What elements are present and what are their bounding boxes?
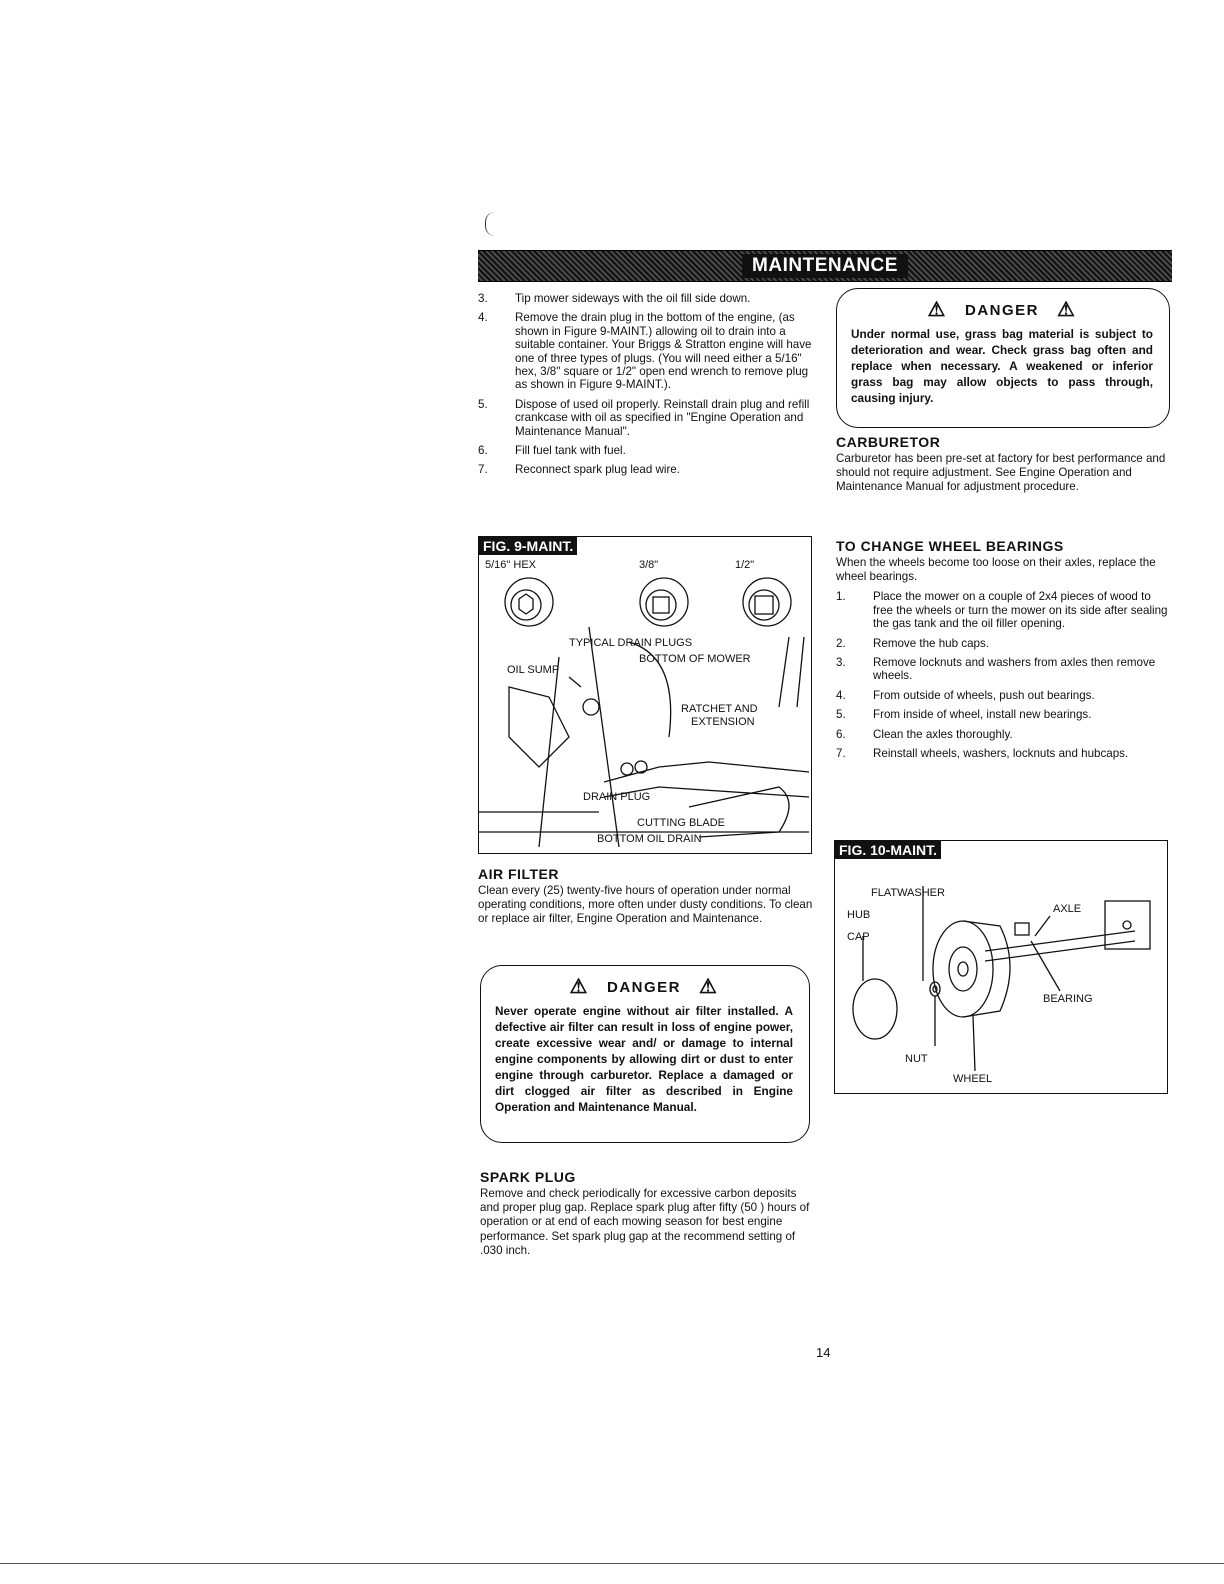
label-bottom-of-mower: BOTTOM OF MOWER <box>639 653 751 665</box>
warning-icon: ⚠ <box>1057 299 1077 321</box>
figure-drain-plugs <box>478 536 812 854</box>
label-hub: HUB <box>847 909 871 921</box>
spark-plug-section <box>480 1169 814 1258</box>
warning-icon: ⚠ <box>569 976 589 998</box>
wheel-bearings-heading: TO CHANGE WHEEL BEARINGS <box>836 538 1064 554</box>
label-half: 1/2" <box>735 559 755 571</box>
list-item: 6. Fill fuel tank with fuel. <box>478 444 626 458</box>
list-item: 5. Dispose of used oil properly. Reinstall drain plug and refill crankcase with oil as specified in "Engine Operation and Maintenance Manual". <box>478 397 810 438</box>
figure-tag: FIG. 9-MAINT. <box>479 537 577 555</box>
spark-plug-text: Remove and check periodically for excessive carbon deposits and proper plug gap. Replace spark plug after fifty (50 ) hours of operation or at end of each mowing season for best engine performance. Set spark plug gap at the recommend setting of .030 inch. <box>480 1187 810 1257</box>
scan-mark <box>485 212 496 236</box>
wheel-bearings-intro: When the wheels become too loose on their axles, replace the wheel bearings. <box>836 556 1156 584</box>
label-bottom-oil-drain: BOTTOM OIL DRAIN <box>597 833 702 845</box>
list-item: 3. Tip mower sideways with the oil fill side down. <box>478 292 751 305</box>
label-nut: NUT <box>905 1053 928 1065</box>
air-filter-text: Clean every (25) twenty-five hours of operation under normal operating conditions, more often under dusty conditions. To clean or replace air filter, Engine Operation and Maintenance. <box>478 884 813 926</box>
danger-box-air-filter <box>480 965 810 1143</box>
label-ratchet: RATCHET AND <box>681 703 758 715</box>
label-typical-drain-plugs: TYPICAL DRAIN PLUGS <box>569 637 693 649</box>
carburetor-text: Carburetor has been pre-set at factory for best performance and should not require adjustment. See Engine Operation and Maintenance Manual for adjustment procedure. <box>836 452 1166 494</box>
label-cutting-blade: CUTTING BLADE <box>637 817 726 829</box>
air-filter-section <box>478 866 814 927</box>
danger-text: Never operate engine without air filter installed. A defective air filter can result in loss of engine power, create excessive wear and/ or damage to internal engine components by allowing dirt or dust to enter engine through carburetor. Replace a damaged or dirt clogged air filter as described in Engine Operation and Maintenance Manual. <box>495 1004 793 1114</box>
figure-wheel-assembly <box>834 840 1168 1094</box>
page-number: 14 <box>816 1345 831 1360</box>
label-flatwasher: FLATWASHER <box>871 887 945 899</box>
wheel-bearings-section <box>836 538 1172 766</box>
danger-title: DANGER <box>606 979 681 996</box>
label-axle: AXLE <box>1053 903 1082 915</box>
left-steps <box>478 292 814 483</box>
label-square: 3/8" <box>639 559 659 571</box>
carburetor-heading: CARBURETOR <box>836 434 941 450</box>
section-banner <box>478 250 1172 282</box>
scan-edge-line <box>0 1563 1224 1564</box>
label-hex: 5/16" HEX <box>485 559 536 571</box>
list-item: 4. Remove the drain plug in the bottom of the engine, (as shown in Figure 9-MAINT.) allowing oil to drain into a suitable container. Your Briggs & Stratton engine will have one of three types of plugs. (You will need either a 5/16" hex, 3/8" square or 1/2" open end wrench to remove plug as shown in Figure 9-MAINT.). <box>478 311 812 392</box>
label-bearing: BEARING <box>1043 993 1093 1005</box>
list-item: 6. Clean the axles thoroughly. <box>836 727 1013 741</box>
section-title: MAINTENANCE <box>742 254 908 278</box>
drain-plug-illustration <box>479 537 810 852</box>
figure-tag: FIG. 10-MAINT. <box>835 841 941 859</box>
list-item: 5. From inside of wheel, install new bearings. <box>836 708 1092 722</box>
spark-plug-heading: SPARK PLUG <box>480 1169 576 1185</box>
list-item: 7. Reinstall wheels, washers, locknuts and hubcaps. <box>836 747 1129 761</box>
danger-text: Under normal use, grass bag material is subject to deterioration and wear. Check grass bag often and replace when necessary. A weakened or inferior grass bag may allow objects to pass through, causing injury. <box>851 327 1153 405</box>
label-cap: CAP <box>847 931 870 943</box>
wheel-assembly-illustration <box>835 841 1166 1092</box>
list-item: 1. Place the mower on a couple of 2x4 pieces of wood to free the wheels or turn the mower on its side after sealing the gas tank and the oil filler opening. <box>836 590 1168 631</box>
air-filter-heading: AIR FILTER <box>478 866 559 882</box>
label-extension: EXTENSION <box>691 716 755 728</box>
list-item: 4. From outside of wheels, push out bearings. <box>836 688 1095 702</box>
label-oil-sump: OIL SUMP <box>507 664 560 676</box>
list-item: 2. Remove the hub caps. <box>836 636 990 650</box>
list-item: 3. Remove locknuts and washers from axles then remove wheels. <box>836 656 1156 683</box>
warning-icon: ⚠ <box>699 976 719 998</box>
carburetor-section <box>836 434 1172 495</box>
warning-icon: ⚠ <box>927 299 947 321</box>
label-wheel: WHEEL <box>953 1073 993 1085</box>
danger-box-grass-bag <box>836 288 1170 428</box>
label-drain-plug: DRAIN PLUG <box>583 791 651 803</box>
danger-title: DANGER <box>964 302 1039 319</box>
list-item: 7. Reconnect spark plug lead wire. <box>478 463 680 477</box>
